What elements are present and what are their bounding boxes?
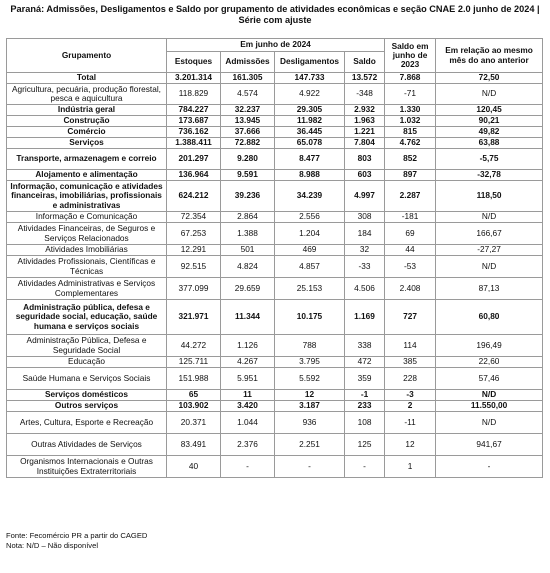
cell-saldo-ano-anterior: -181 — [385, 212, 436, 223]
cell-saldo: -1 — [345, 390, 385, 401]
col-header-grupamento: Grupamento — [7, 39, 167, 73]
cell-saldo-ano-anterior: 114 — [385, 335, 436, 357]
cell-estoques: 125.711 — [167, 357, 221, 368]
cell-estoques: 67.253 — [167, 223, 221, 245]
cell-estoques: 136.964 — [167, 170, 221, 181]
cell-saldo: 184 — [345, 223, 385, 245]
cell-desligamentos: 3.187 — [275, 401, 345, 412]
cell-estoques: 40 — [167, 456, 221, 478]
cell-saldo: 308 — [345, 212, 385, 223]
row-label: Total — [7, 73, 167, 84]
row-label: Informação, comunicação e atividades financeiras, imobiliárias, profissionais e administrativas — [7, 181, 167, 212]
cell-saldo-ano-anterior: 385 — [385, 357, 436, 368]
cell-admissoes: 3.420 — [221, 401, 275, 412]
cell-estoques: 12.291 — [167, 245, 221, 256]
cell-desligamentos: 4.922 — [275, 84, 345, 105]
cell-saldo: 1.963 — [345, 116, 385, 127]
cell-admissoes: 1.044 — [221, 412, 275, 434]
cell-variacao: N/D — [436, 256, 543, 278]
cell-desligamentos: 8.477 — [275, 149, 345, 170]
cell-estoques: 151.988 — [167, 368, 221, 390]
table-row — [7, 73, 543, 84]
cell-variacao: 166,67 — [436, 223, 543, 245]
cell-admissoes: 161.305 — [221, 73, 275, 84]
row-label: Administração pública, defesa e seguridade social, educação, saúde humana e serviços sociais — [7, 300, 167, 335]
cell-admissoes: 11.344 — [221, 300, 275, 335]
cell-saldo: 7.804 — [345, 138, 385, 149]
row-label: Atividades Imobiliárias — [7, 245, 167, 256]
cell-desligamentos: 5.592 — [275, 368, 345, 390]
cell-saldo: 1.169 — [345, 300, 385, 335]
cell-variacao: N/D — [436, 412, 543, 434]
cell-saldo-ano-anterior: 4.762 — [385, 138, 436, 149]
table-row — [7, 105, 543, 116]
cell-saldo: -33 — [345, 256, 385, 278]
table-row — [7, 212, 543, 223]
cell-saldo-ano-anterior: 2.287 — [385, 181, 436, 212]
cell-desligamentos: 469 — [275, 245, 345, 256]
row-label: Alojamento e alimentação — [7, 170, 167, 181]
cell-variacao: N/D — [436, 390, 543, 401]
col-header-estoques: Estoques — [167, 52, 221, 73]
cell-variacao: -5,75 — [436, 149, 543, 170]
cell-desligamentos: 10.175 — [275, 300, 345, 335]
cell-variacao: 22,60 — [436, 357, 543, 368]
cell-estoques: 173.687 — [167, 116, 221, 127]
table-row — [7, 357, 543, 368]
cell-saldo-ano-anterior: 2.408 — [385, 278, 436, 300]
cell-desligamentos: 3.795 — [275, 357, 345, 368]
cell-admissoes: 39.236 — [221, 181, 275, 212]
cell-saldo: 108 — [345, 412, 385, 434]
table-row — [7, 335, 543, 357]
cell-saldo: 125 — [345, 434, 385, 456]
cell-variacao: N/D — [436, 84, 543, 105]
cell-variacao: -27,27 — [436, 245, 543, 256]
cell-admissoes: 5.951 — [221, 368, 275, 390]
cell-estoques: 201.297 — [167, 149, 221, 170]
cell-saldo-ano-anterior: 727 — [385, 300, 436, 335]
cell-estoques: 377.099 — [167, 278, 221, 300]
cell-variacao: 63,88 — [436, 138, 543, 149]
cell-estoques: 3.201.314 — [167, 73, 221, 84]
cell-admissoes: - — [221, 456, 275, 478]
cell-variacao: 11.550,00 — [436, 401, 543, 412]
cell-estoques: 72.354 — [167, 212, 221, 223]
table-row — [7, 223, 543, 245]
table-row — [7, 401, 543, 412]
cell-variacao: 87,13 — [436, 278, 543, 300]
row-label: Saúde Humana e Serviços Sociais — [7, 368, 167, 390]
row-label: Administração Pública, Defesa e Seguridade Social — [7, 335, 167, 357]
row-label: Atividades Administrativas e Serviços Complementares — [7, 278, 167, 300]
cell-desligamentos: 11.982 — [275, 116, 345, 127]
cell-estoques: 118.829 — [167, 84, 221, 105]
row-label: Informação e Comunicação — [7, 212, 167, 223]
cell-admissoes: 72.882 — [221, 138, 275, 149]
cell-estoques: 784.227 — [167, 105, 221, 116]
footnote: Nota: N/D – Não disponível — [6, 541, 99, 550]
cell-variacao: 941,67 — [436, 434, 543, 456]
row-label: Outros serviços — [7, 401, 167, 412]
cell-variacao: N/D — [436, 212, 543, 223]
cell-variacao: 196,49 — [436, 335, 543, 357]
data-table — [6, 38, 543, 478]
cell-variacao: 118,50 — [436, 181, 543, 212]
cell-desligamentos: - — [275, 456, 345, 478]
cell-variacao: 120,45 — [436, 105, 543, 116]
cell-saldo-ano-anterior: 69 — [385, 223, 436, 245]
cell-desligamentos: 2.556 — [275, 212, 345, 223]
cell-estoques: 103.902 — [167, 401, 221, 412]
table-row — [7, 170, 543, 181]
row-label: Organismos Internacionais e Outras Instituições Extraterritoriais — [7, 456, 167, 478]
cell-saldo-ano-anterior: 2 — [385, 401, 436, 412]
cell-saldo-ano-anterior: 1 — [385, 456, 436, 478]
cell-admissoes: 4.824 — [221, 256, 275, 278]
cell-admissoes: 11 — [221, 390, 275, 401]
cell-estoques: 92.515 — [167, 256, 221, 278]
cell-desligamentos: 788 — [275, 335, 345, 357]
cell-saldo-ano-anterior: 228 — [385, 368, 436, 390]
cell-estoques: 1.388.411 — [167, 138, 221, 149]
cell-variacao: 90,21 — [436, 116, 543, 127]
cell-saldo-ano-anterior: 1.032 — [385, 116, 436, 127]
cell-desligamentos: 12 — [275, 390, 345, 401]
cell-desligamentos: 29.305 — [275, 105, 345, 116]
cell-desligamentos: 8.988 — [275, 170, 345, 181]
row-label: Artes, Cultura, Esporte e Recreação — [7, 412, 167, 434]
cell-desligamentos: 4.857 — [275, 256, 345, 278]
cell-variacao: 60,80 — [436, 300, 543, 335]
cell-saldo: 1.221 — [345, 127, 385, 138]
cell-admissoes: 29.659 — [221, 278, 275, 300]
row-label: Educação — [7, 357, 167, 368]
cell-desligamentos: 36.445 — [275, 127, 345, 138]
table-row — [7, 245, 543, 256]
cell-saldo-ano-anterior: 7.868 — [385, 73, 436, 84]
cell-admissoes: 4.574 — [221, 84, 275, 105]
cell-estoques: 83.491 — [167, 434, 221, 456]
table-row — [7, 278, 543, 300]
cell-admissoes: 1.388 — [221, 223, 275, 245]
cell-saldo-ano-anterior: -3 — [385, 390, 436, 401]
cell-saldo-ano-anterior: -53 — [385, 256, 436, 278]
cell-saldo: 233 — [345, 401, 385, 412]
row-label: Atividades Profissionais, Científicas e Técnicas — [7, 256, 167, 278]
cell-saldo-ano-anterior: 44 — [385, 245, 436, 256]
cell-estoques: 321.971 — [167, 300, 221, 335]
row-label: Serviços domésticos — [7, 390, 167, 401]
cell-admissoes: 32.237 — [221, 105, 275, 116]
cell-saldo: 4.997 — [345, 181, 385, 212]
table-row — [7, 181, 543, 212]
cell-saldo-ano-anterior: 815 — [385, 127, 436, 138]
col-header-period: Em junho de 2024 — [167, 39, 385, 52]
cell-saldo: 13.572 — [345, 73, 385, 84]
source-note: Fonte: Fecomércio PR a partir do CAGED — [6, 531, 148, 540]
cell-desligamentos: 936 — [275, 412, 345, 434]
cell-variacao: -32,78 — [436, 170, 543, 181]
cell-admissoes: 13.945 — [221, 116, 275, 127]
cell-saldo: 359 — [345, 368, 385, 390]
cell-saldo: 803 — [345, 149, 385, 170]
table-row — [7, 127, 543, 138]
row-label: Agricultura, pecuária, produção florestal, pesca e aquicultura — [7, 84, 167, 105]
cell-admissoes: 2.864 — [221, 212, 275, 223]
cell-saldo-ano-anterior: 1.330 — [385, 105, 436, 116]
cell-saldo: 338 — [345, 335, 385, 357]
col-header-variacao: Em relação ao mesmo mês do ano anterior — [436, 39, 543, 73]
cell-admissoes: 501 — [221, 245, 275, 256]
col-header-admissoes: Admissões — [221, 52, 275, 73]
cell-saldo-ano-anterior: 12 — [385, 434, 436, 456]
cell-variacao: 72,50 — [436, 73, 543, 84]
cell-variacao: - — [436, 456, 543, 478]
cell-desligamentos: 65.078 — [275, 138, 345, 149]
cell-saldo: 472 — [345, 357, 385, 368]
col-header-saldo-ano-anterior: Saldo em junho de 2023 — [385, 39, 436, 73]
cell-estoques: 65 — [167, 390, 221, 401]
page-title: Paraná: Admissões, Desligamentos e Saldo por grupamento de atividades econômicas e seção CNAE 2.0 junho de 2024 | Série com ajuste — [10, 4, 540, 25]
row-label: Outras Atividades de Serviços — [7, 434, 167, 456]
cell-admissoes: 9.591 — [221, 170, 275, 181]
row-label: Construção — [7, 116, 167, 127]
table-row — [7, 300, 543, 335]
cell-saldo: 4.506 — [345, 278, 385, 300]
table-row — [7, 256, 543, 278]
cell-estoques: 44.272 — [167, 335, 221, 357]
cell-desligamentos: 1.204 — [275, 223, 345, 245]
cell-desligamentos: 2.251 — [275, 434, 345, 456]
table-row — [7, 116, 543, 127]
cell-saldo-ano-anterior: 897 — [385, 170, 436, 181]
row-label: Indústria geral — [7, 105, 167, 116]
row-label: Serviços — [7, 138, 167, 149]
col-header-saldo: Saldo — [345, 52, 385, 73]
cell-estoques: 20.371 — [167, 412, 221, 434]
cell-saldo-ano-anterior: -71 — [385, 84, 436, 105]
cell-saldo-ano-anterior: 852 — [385, 149, 436, 170]
cell-admissoes: 4.267 — [221, 357, 275, 368]
cell-saldo: 2.932 — [345, 105, 385, 116]
cell-variacao: 49,82 — [436, 127, 543, 138]
cell-saldo: 603 — [345, 170, 385, 181]
cell-estoques: 624.212 — [167, 181, 221, 212]
cell-saldo: - — [345, 456, 385, 478]
cell-saldo-ano-anterior: -11 — [385, 412, 436, 434]
table-body — [7, 73, 543, 478]
cell-admissoes: 1.126 — [221, 335, 275, 357]
row-label: Atividades Financeiras, de Seguros e Serviços Relacionados — [7, 223, 167, 245]
col-header-desligamentos: Desligamentos — [275, 52, 345, 73]
table-row — [7, 149, 543, 170]
cell-desligamentos: 25.153 — [275, 278, 345, 300]
cell-desligamentos: 147.733 — [275, 73, 345, 84]
table-row — [7, 456, 543, 478]
row-label: Comércio — [7, 127, 167, 138]
table-row — [7, 434, 543, 456]
table-row — [7, 84, 543, 105]
table-row — [7, 390, 543, 401]
cell-saldo: 32 — [345, 245, 385, 256]
cell-estoques: 736.162 — [167, 127, 221, 138]
cell-saldo: -348 — [345, 84, 385, 105]
table-row — [7, 368, 543, 390]
cell-desligamentos: 34.239 — [275, 181, 345, 212]
cell-admissoes: 2.376 — [221, 434, 275, 456]
table-row — [7, 412, 543, 434]
row-label: Transporte, armazenagem e correio — [7, 149, 167, 170]
cell-variacao: 57,46 — [436, 368, 543, 390]
cell-admissoes: 9.280 — [221, 149, 275, 170]
cell-admissoes: 37.666 — [221, 127, 275, 138]
table-row — [7, 138, 543, 149]
